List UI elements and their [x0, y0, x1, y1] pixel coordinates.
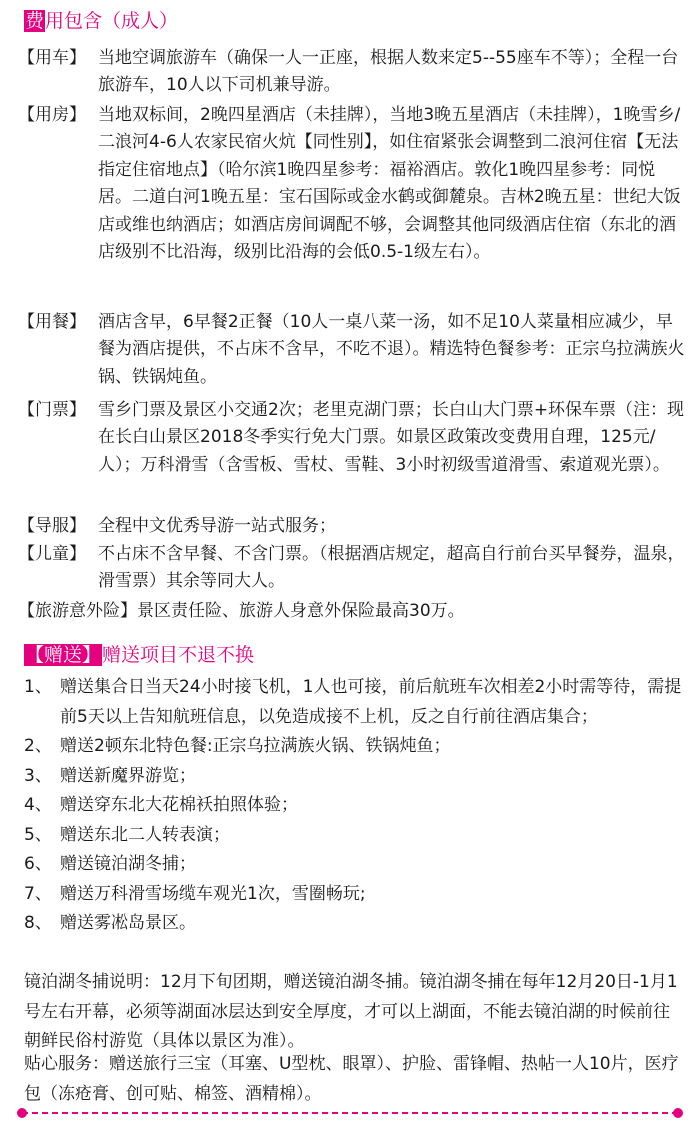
fee-row-child [18, 541, 686, 596]
gift-title-text: 赠送项目不退不换 [102, 644, 255, 666]
fee-title-highlight: 费 [25, 10, 45, 32]
gift-num: 4、 [24, 795, 52, 815]
list-item [24, 909, 686, 939]
list-item [24, 762, 686, 792]
fee-text-ticket: 雪乡门票及景区小交通2次；老里克湖门票；长白山大门票+环保车票（注：现在长白山景区2018冬季实行免大门票。如景区政策改变费用自理，125元/人）；万科滑雪（含雪板、雪杖、雪鞋、3小时初级雪道滑雪、索道观光票）。 [98, 400, 685, 475]
list-item [24, 791, 686, 821]
fee-tag-insurance: 【旅游意外险】 [18, 601, 137, 621]
divider-dot-right [673, 1108, 683, 1118]
gift-text: 赠送新魔界游览； [60, 765, 196, 786]
fee-text-guide: 全程中文优秀导游一站式服务； [98, 516, 336, 536]
gift-num: 5、 [24, 824, 52, 845]
fee-text-child: 不占床不含早餐、不含门票。（根据酒店规定，超高自行前台买早餐券，温泉，滑雪票）其余等同大人。 [98, 544, 685, 592]
list-item [24, 850, 686, 880]
fee-tag-guide: 【导服】 [18, 516, 86, 536]
gift-title-highlight: 【赠送】 [25, 644, 102, 666]
fee-row-car [18, 45, 686, 100]
gift-text: 赠送集合日当天24小时接飞机，1人也可接，前后航班车次相差2小时需等待，需提前5天以上告知航班信息，以免造成接不上机，反之自行前往酒店集合； [60, 677, 682, 727]
fee-tag-meal: 【用餐】 [18, 312, 86, 332]
fee-text-meal: 酒店含早，6早餐2正餐（10人一桌八菜一汤，如不足10人菜量相应减少，早餐为酒店提供，不占床不含早，不吃不退）。精选特色餐参考：正宗乌拉满族火锅、铁锅炖鱼。 [98, 312, 685, 387]
fee-title-text: 用包含（成人） [45, 10, 179, 32]
fee-row-guide [18, 513, 686, 540]
gift-text: 赠送雾凇岛景区。 [60, 913, 196, 933]
gift-text: 赠送穿东北大花棉袄拍照体验； [60, 795, 298, 815]
service-note: 贴心服务：赠送旅行三宝（耳塞、U型枕、眼罩）、护脸、雷锋帽、热帖一人10片，医疗包（冻疮膏、创可贴、棉签、酒精棉）。 [24, 1054, 679, 1104]
gift-num: 7、 [24, 883, 52, 904]
fee-tag-ticket: 【门票】 [18, 400, 86, 420]
gift-section-title [24, 642, 254, 668]
gift-text: 赠送万科滑雪场缆车观光1次，雪圈畅玩; [60, 883, 366, 904]
dashed-divider [22, 1112, 678, 1114]
fee-row-insurance [18, 598, 686, 625]
fee-text-car: 当地空调旅游车（确保一人一正座，根据人数来定5--55座车不等）；全程一台旅游车，10人以下司机兼导游。 [98, 48, 679, 96]
list-item [24, 673, 686, 732]
gift-text: 赠送镜泊湖冬捕； [60, 854, 196, 874]
winter-fishing-note: 镜泊湖冬捕说明：12月下旬团期，赠送镜泊湖冬捕。镜泊湖冬捕在每年12月20日-1月1号左右开幕，必须等湖面冰层达到安全厚度，才可以上湖面，不能去镜泊湖的时候前往朝鲜民俗村游览（具体以景区为准）。 [24, 972, 678, 1051]
gift-num: 8、 [24, 913, 52, 933]
gift-num: 1、 [24, 677, 52, 697]
list-item [24, 821, 686, 851]
list-item [24, 880, 686, 910]
gift-text: 赠送东北二人转表演； [60, 824, 230, 845]
fee-tag-car: 【用车】 [18, 48, 86, 68]
gift-text: 赠送2顿东北特色餐:正宗乌拉满族火锅、铁锅炖鱼； [60, 736, 451, 756]
fee-row-ticket [18, 397, 686, 479]
list-item [24, 732, 686, 762]
divider-dot-left [17, 1108, 27, 1118]
fee-row-meal [18, 309, 686, 391]
fee-section-title [24, 8, 178, 34]
fee-tag-room: 【用房】 [18, 105, 86, 125]
gift-num: 2、 [24, 736, 52, 756]
fee-text-room: 当地双标间，2晚四星酒店（未挂牌），当地3晚五星酒店（未挂牌），1晚雪乡/二浪河4-6人农家民宿火炕【同性别】，如住宿紧张会调整到二浪河住宿【无法指定住宿地点】（哈尔滨1晚四星参考：福裕酒店。敦化1晚四星参考：同悦居。二道白河1晚五星：宝石国际或金水鹤或御麓泉。吉林2晚五星：世纪大饭店或维也纳酒店；如酒店房间调配不够，会调整其他同级酒店住宿（东北的酒店级别不比沿海，级别比沿海的会低0.5-1级左右）。 [98, 105, 681, 263]
gift-list [24, 673, 686, 939]
fee-row-room [18, 102, 686, 266]
gift-num: 6、 [24, 854, 52, 874]
gift-num: 3、 [24, 765, 52, 786]
fee-tag-child: 【儿童】 [18, 544, 86, 564]
fee-text-insurance: 景区责任险、旅游人身意外保险最高30万。 [137, 601, 465, 621]
